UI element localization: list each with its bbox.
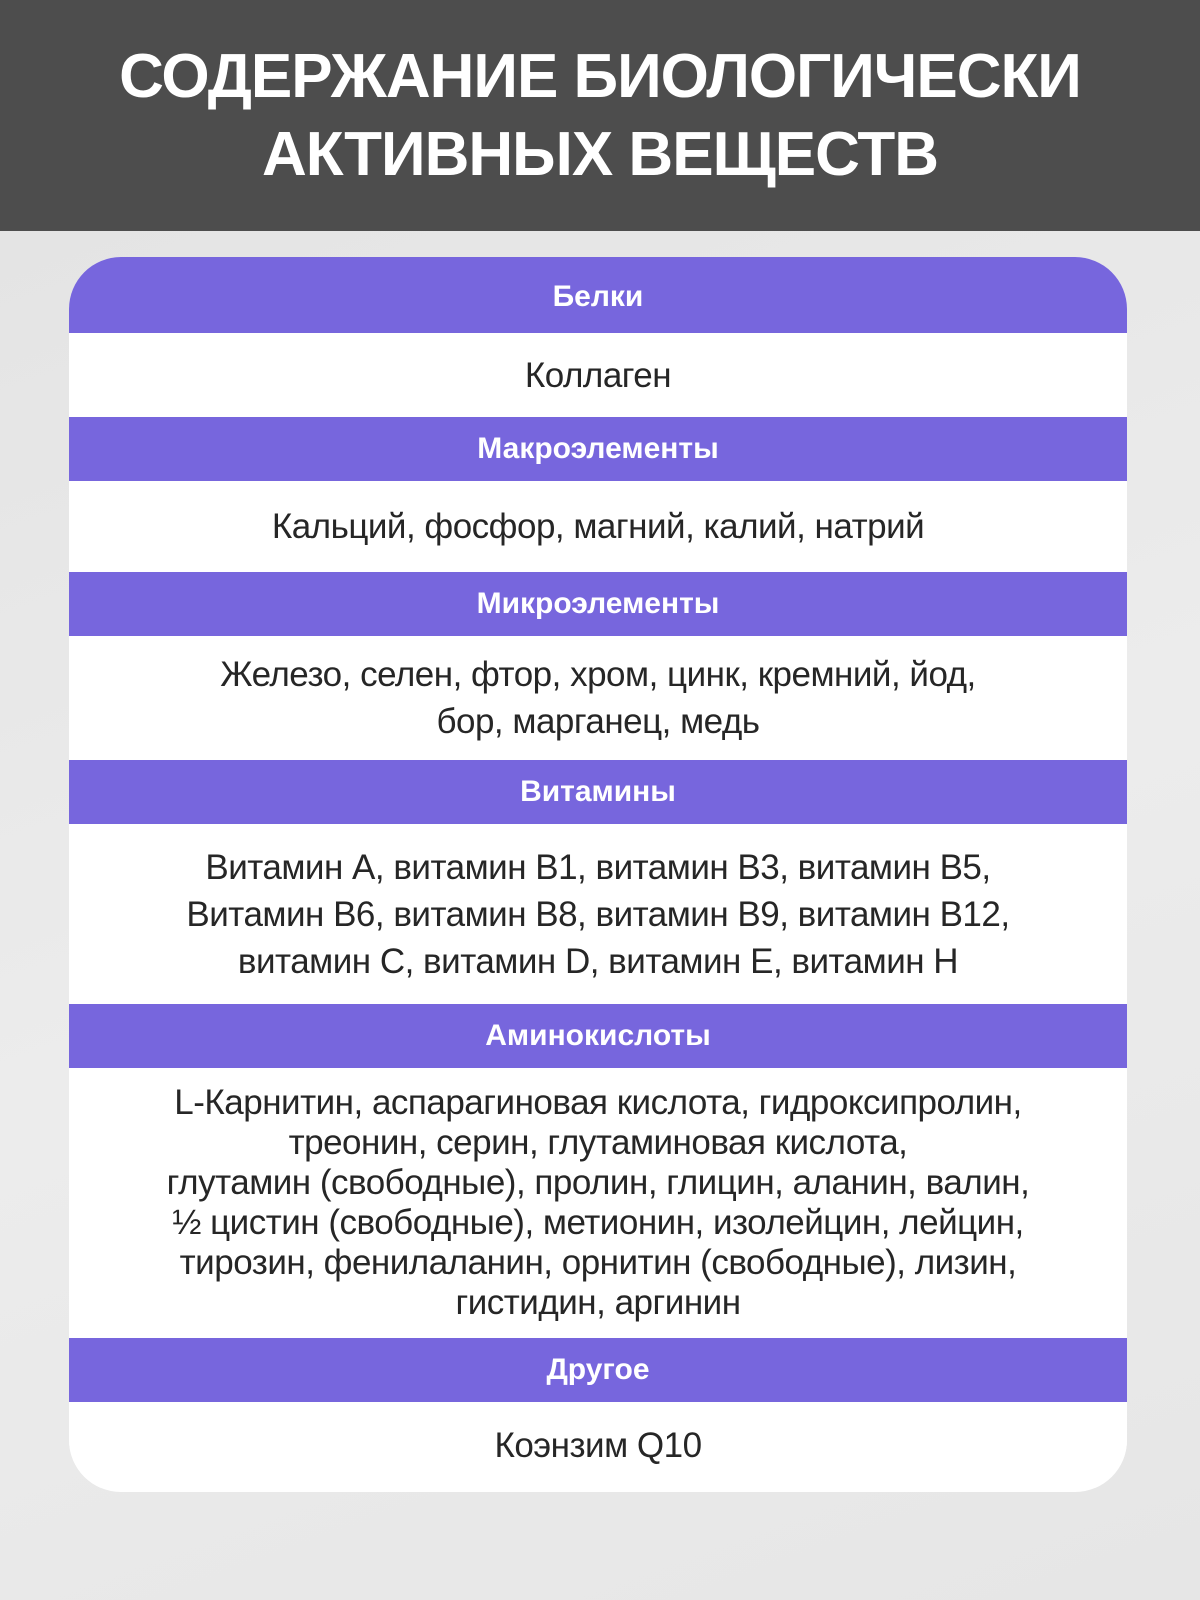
section-title: Аминокислоты [485,1019,711,1052]
section-header-other [69,1338,1127,1402]
section-header-vitamins [69,760,1127,824]
section-title: Белки [552,280,644,313]
page-header [0,0,1200,231]
section-text-line: глутамин (свободные), пролин, глицин, аланин, валин, [166,1163,1030,1202]
section-body-macroelements [69,481,1127,572]
section-text-line: гистидин, аргинин [455,1283,741,1322]
section-text-line: Коэнзим Q10 [494,1425,702,1465]
section-text-line: Витамин B6, витамин B8, витамин B9, витамин B12, [186,894,1010,934]
section-body-proteins [69,333,1127,417]
section-text-line: Кальций, фосфор, магний, калий, натрий [271,507,925,546]
section-text-line: ½ цистин (свободные), метионин, изолейцин, лейцин, [172,1203,1024,1242]
section-text-line: Коллаген [524,355,672,395]
page-title-line-2: АКТИВНЫХ ВЕЩЕСТВ [262,119,938,189]
section-body-microelements [69,636,1127,760]
section-text-line: Железо, селен, фтор, хром, цинк, кремний, йод, [220,655,976,694]
section-body-other [69,1402,1127,1488]
substances-table [69,257,1127,1492]
section-title: Другое [546,1353,650,1386]
section-text-line: Витамин A, витамин B1, витамин B3, витамин B5, [205,847,991,887]
section-header-proteins [69,257,1127,333]
section-header-microelements [69,572,1127,636]
section-text-line: тирозин, фенилаланин, орнитин (свободные), лизин, [179,1243,1017,1282]
section-text-line: витамин C, витамин D, витамин E, витамин H [237,941,959,981]
section-title: Витамины [520,775,676,808]
section-text-line: L-Карнитин, аспарагиновая кислота, гидроксипролин, [174,1083,1022,1122]
section-title: Макроэлементы [477,432,719,465]
section-text-line: треонин, серин, глутаминовая кислота, [288,1123,908,1162]
section-header-amino-acids [69,1004,1127,1068]
section-title: Микроэлементы [476,587,720,620]
section-body-amino-acids [69,1068,1127,1338]
section-header-macroelements [69,417,1127,481]
section-text-line: бор, марганец, медь [436,702,760,741]
section-body-vitamins [69,824,1127,1004]
page-title-line-1: СОДЕРЖАНИЕ БИОЛОГИЧЕСКИ [119,41,1081,111]
